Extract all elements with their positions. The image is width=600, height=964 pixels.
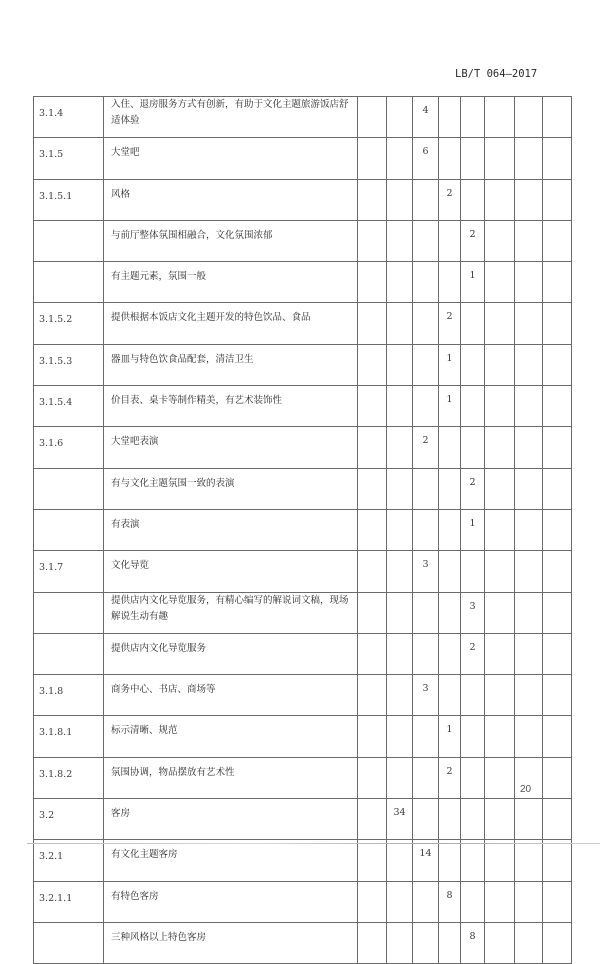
item-code: 3.1.8.2 (34, 757, 104, 798)
score-cell-empty (515, 138, 543, 179)
score-cell-empty (413, 757, 439, 798)
score-cell-empty (515, 716, 543, 757)
score-cell-empty (387, 386, 413, 427)
score-cell-empty (387, 716, 413, 757)
item-code: 3.1.5.2 (34, 303, 104, 344)
item-description: 器皿与特色饮食品配套，清洁卫生 (104, 344, 358, 385)
table-row (34, 179, 572, 220)
score-value: 14 (413, 840, 439, 881)
scoring-table (33, 96, 572, 964)
score-cell-empty (439, 922, 461, 963)
item-code: 3.1.5.4 (34, 386, 104, 427)
item-description: 标示清晰、规范 (104, 716, 358, 757)
score-value: 1 (439, 716, 461, 757)
score-cell-empty (515, 551, 543, 592)
score-cell-empty (358, 799, 387, 840)
score-cell-empty (485, 179, 515, 220)
score-value: 34 (387, 799, 413, 840)
score-value: 1 (461, 262, 485, 303)
score-cell-empty (515, 881, 543, 922)
item-description: 三种风格以上特色客房 (104, 922, 358, 963)
item-description: 氛围协调，物品摆放有艺术性 (104, 757, 358, 798)
score-cell-empty (485, 551, 515, 592)
score-cell-empty (461, 757, 485, 798)
score-cell-empty (358, 716, 387, 757)
score-cell-empty (461, 344, 485, 385)
score-value: 2 (413, 427, 439, 468)
score-cell-empty (358, 427, 387, 468)
score-cell-empty (485, 881, 515, 922)
score-cell-empty (358, 468, 387, 509)
score-cell-empty (358, 922, 387, 963)
table-row (34, 675, 572, 716)
score-cell-empty (413, 592, 439, 633)
table-row (34, 922, 572, 963)
score-cell-empty (515, 633, 543, 674)
table-row (34, 138, 572, 179)
score-cell-empty (358, 138, 387, 179)
score-cell-empty (413, 262, 439, 303)
table-row (34, 716, 572, 757)
score-cell-empty (485, 840, 515, 881)
score-cell-empty (413, 468, 439, 509)
score-cell-empty (485, 675, 515, 716)
score-cell-empty (358, 551, 387, 592)
item-code: 3.1.8 (34, 675, 104, 716)
score-cell-empty (387, 427, 413, 468)
score-cell-empty (515, 468, 543, 509)
scan-artifact-line (27, 843, 600, 844)
score-cell-empty (461, 551, 485, 592)
score-cell-empty (358, 344, 387, 385)
score-cell-empty (413, 179, 439, 220)
score-cell-empty (387, 303, 413, 344)
table-row (34, 97, 572, 138)
table-row (34, 427, 572, 468)
score-cell-empty (439, 799, 461, 840)
item-description: 有主题元素，氛围一般 (104, 262, 358, 303)
score-cell-empty (439, 551, 461, 592)
item-code: 3.1.7 (34, 551, 104, 592)
table-row (34, 799, 572, 840)
table-row (34, 840, 572, 881)
item-code: 3.1.5.3 (34, 344, 104, 385)
score-cell-empty (515, 922, 543, 963)
score-cell-empty (358, 220, 387, 261)
item-description: 风格 (104, 179, 358, 220)
score-cell-empty (387, 881, 413, 922)
score-value: 1 (461, 509, 485, 550)
score-cell-empty (543, 220, 572, 261)
score-cell-empty (543, 592, 572, 633)
score-cell-empty (439, 675, 461, 716)
score-cell-empty (413, 509, 439, 550)
score-cell-empty (358, 675, 387, 716)
score-cell-empty (413, 386, 439, 427)
score-cell-empty (543, 509, 572, 550)
score-value: 4 (413, 97, 439, 138)
score-cell-empty (413, 303, 439, 344)
score-value: 2 (461, 633, 485, 674)
score-value: 8 (439, 881, 461, 922)
score-cell-empty (387, 344, 413, 385)
score-cell-empty (387, 179, 413, 220)
score-cell-empty (515, 427, 543, 468)
score-cell-empty (485, 799, 515, 840)
score-value: 6 (413, 138, 439, 179)
score-cell-empty (543, 262, 572, 303)
score-cell-empty (461, 675, 485, 716)
item-code: 3.1.5.1 (34, 179, 104, 220)
score-cell-empty (485, 468, 515, 509)
score-cell-empty (515, 509, 543, 550)
score-cell-empty (543, 138, 572, 179)
score-cell-empty (515, 303, 543, 344)
score-cell-empty (543, 799, 572, 840)
item-description: 大堂吧表演 (104, 427, 358, 468)
score-cell-empty (439, 138, 461, 179)
item-description: 文化导览 (104, 551, 358, 592)
score-cell-empty (439, 468, 461, 509)
score-cell-empty (387, 262, 413, 303)
score-cell-empty (543, 427, 572, 468)
item-description: 有与文化主题氛围一致的表演 (104, 468, 358, 509)
score-cell-empty (485, 922, 515, 963)
table-row (34, 344, 572, 385)
table-row (34, 592, 572, 633)
item-description: 提供根据本饭店文化主题开发的特色饮品、食品 (104, 303, 358, 344)
score-cell-empty (413, 716, 439, 757)
score-cell-empty (543, 675, 572, 716)
table-row (34, 881, 572, 922)
item-code (34, 922, 104, 963)
score-cell-empty (485, 633, 515, 674)
score-cell-empty (387, 551, 413, 592)
score-cell-empty (413, 633, 439, 674)
standard-code: LB/T 064—2017 (455, 68, 538, 80)
score-cell-empty (543, 716, 572, 757)
item-description: 入住、退房服务方式有创新，有助于文化主题旅游饭店舒适体验 (104, 97, 358, 138)
score-cell-empty (485, 138, 515, 179)
item-code: 3.2.1 (34, 840, 104, 881)
score-cell-empty (387, 97, 413, 138)
score-cell-empty (543, 179, 572, 220)
score-cell-empty (461, 179, 485, 220)
score-value: 3 (413, 551, 439, 592)
score-cell-empty (515, 262, 543, 303)
score-cell-empty (358, 633, 387, 674)
item-description: 有特色客房 (104, 881, 358, 922)
score-cell-empty (461, 427, 485, 468)
table-row (34, 509, 572, 550)
page-number: 20 (520, 784, 532, 795)
score-cell-empty (543, 633, 572, 674)
item-code (34, 592, 104, 633)
score-cell-empty (413, 881, 439, 922)
score-cell-empty (387, 633, 413, 674)
score-cell-empty (515, 179, 543, 220)
score-value: 8 (461, 922, 485, 963)
score-value: 2 (461, 468, 485, 509)
score-cell-empty (358, 840, 387, 881)
score-cell-empty (543, 97, 572, 138)
item-code: 3.1.6 (34, 427, 104, 468)
score-cell-empty (358, 386, 387, 427)
score-cell-empty (543, 757, 572, 798)
score-cell-empty (461, 97, 485, 138)
score-cell-empty (439, 427, 461, 468)
score-cell-empty (439, 509, 461, 550)
score-cell-empty (439, 220, 461, 261)
score-cell-empty (387, 468, 413, 509)
item-code (34, 633, 104, 674)
score-cell-empty (461, 799, 485, 840)
score-value: 2 (439, 757, 461, 798)
score-cell-empty (485, 592, 515, 633)
table-row (34, 262, 572, 303)
score-cell-empty (439, 840, 461, 881)
item-description: 有表演 (104, 509, 358, 550)
score-cell-empty (358, 179, 387, 220)
score-cell-empty (358, 509, 387, 550)
score-cell-empty (387, 592, 413, 633)
score-cell-empty (485, 509, 515, 550)
table-row (34, 468, 572, 509)
item-code: 3.1.4 (34, 97, 104, 138)
score-cell-empty (461, 840, 485, 881)
score-cell-empty (515, 386, 543, 427)
item-description: 价目表、桌卡等制作精美，有艺术装饰性 (104, 386, 358, 427)
table-row (34, 303, 572, 344)
score-cell-empty (461, 881, 485, 922)
item-code: 3.1.5 (34, 138, 104, 179)
score-cell-empty (485, 97, 515, 138)
table-row (34, 220, 572, 261)
score-cell-empty (413, 799, 439, 840)
item-code: 3.1.8.1 (34, 716, 104, 757)
score-cell-empty (485, 716, 515, 757)
score-cell-empty (358, 592, 387, 633)
score-cell-empty (485, 386, 515, 427)
score-value: 3 (461, 592, 485, 633)
score-cell-empty (387, 509, 413, 550)
score-cell-empty (515, 220, 543, 261)
score-cell-empty (439, 633, 461, 674)
score-cell-empty (387, 757, 413, 798)
score-value: 2 (439, 303, 461, 344)
score-value: 1 (439, 344, 461, 385)
score-cell-empty (358, 262, 387, 303)
score-cell-empty (358, 757, 387, 798)
item-code: 3.2.1.1 (34, 881, 104, 922)
score-cell-empty (413, 344, 439, 385)
score-cell-empty (358, 97, 387, 138)
score-cell-empty (413, 220, 439, 261)
score-cell-empty (387, 840, 413, 881)
item-description: 商务中心、书店、商场等 (104, 675, 358, 716)
score-cell-empty (461, 386, 485, 427)
item-description: 与前厅整体氛围相融合，文化氛围浓郁 (104, 220, 358, 261)
item-description: 客房 (104, 799, 358, 840)
score-cell-empty (439, 97, 461, 138)
score-cell-empty (485, 344, 515, 385)
score-cell-empty (387, 220, 413, 261)
item-description: 提供店内文化导览服务 (104, 633, 358, 674)
score-cell-empty (439, 262, 461, 303)
item-code: 3.2 (34, 799, 104, 840)
score-cell-empty (358, 881, 387, 922)
score-cell-empty (543, 303, 572, 344)
item-code (34, 468, 104, 509)
score-cell-empty (515, 840, 543, 881)
score-value: 2 (461, 220, 485, 261)
score-cell-empty (387, 138, 413, 179)
table-row (34, 386, 572, 427)
score-cell-empty (543, 468, 572, 509)
score-cell-empty (515, 592, 543, 633)
score-cell-empty (387, 675, 413, 716)
score-cell-empty (461, 716, 485, 757)
score-cell-empty (543, 551, 572, 592)
score-cell-empty (515, 675, 543, 716)
score-cell-empty (543, 881, 572, 922)
score-cell-empty (485, 427, 515, 468)
score-cell-empty (485, 220, 515, 261)
score-cell-empty (461, 138, 485, 179)
item-code (34, 509, 104, 550)
score-cell-empty (387, 922, 413, 963)
score-cell-empty (543, 386, 572, 427)
score-cell-empty (485, 757, 515, 798)
score-value: 1 (439, 386, 461, 427)
item-description: 有文化主题客房 (104, 840, 358, 881)
score-cell-empty (485, 262, 515, 303)
item-code (34, 262, 104, 303)
score-cell-empty (461, 303, 485, 344)
score-value: 3 (413, 675, 439, 716)
score-cell-empty (485, 303, 515, 344)
score-cell-empty (543, 344, 572, 385)
score-cell-empty (515, 97, 543, 138)
score-cell-empty (543, 840, 572, 881)
table-row (34, 633, 572, 674)
score-cell-empty (439, 592, 461, 633)
item-description: 大堂吧 (104, 138, 358, 179)
item-description: 提供店内文化导览服务，有精心编写的解说词文稿，现场解说生动有趣 (104, 592, 358, 633)
score-cell-empty (358, 303, 387, 344)
score-cell-empty (515, 344, 543, 385)
score-cell-empty (515, 799, 543, 840)
score-cell-empty (543, 922, 572, 963)
score-value: 2 (439, 179, 461, 220)
table-row (34, 757, 572, 798)
table-row (34, 551, 572, 592)
item-code (34, 220, 104, 261)
score-cell-empty (413, 922, 439, 963)
